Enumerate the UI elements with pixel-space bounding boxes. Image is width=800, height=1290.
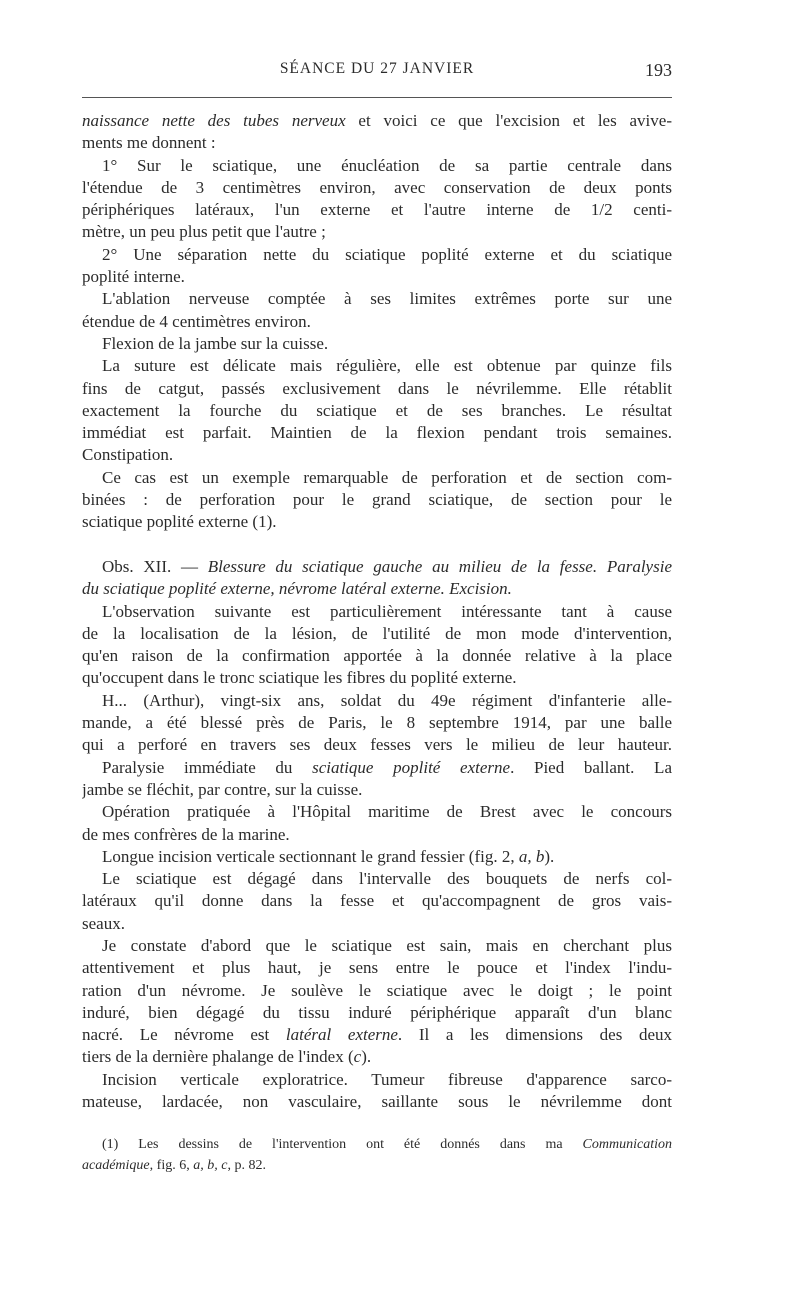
text-span: seaux. [82,913,125,933]
text-span: ments me donnent : [82,133,216,153]
text-span: Le sciatique est dégagé dans l'intervalle des bouquets de nerfs col- [102,869,672,889]
text-line [82,868,672,890]
text-line [82,311,672,333]
text-line [82,779,672,801]
running-header [82,60,672,84]
italic-text: c [353,1047,362,1067]
text-line [82,980,672,1002]
text-line [82,378,672,400]
italic-text: naissance nette des tubes nerveux [82,111,346,130]
text-line [82,556,672,578]
text-span: périphériques latéraux, l'un externe et l'autre interne de 1/2 centi- [82,200,672,220]
text-line [82,667,672,689]
text-span: ). [361,1047,372,1067]
text-line [82,333,672,355]
text-span: Constipation. [82,445,174,465]
footnote-line [82,1134,672,1155]
text-span: Obs. XII. — [102,556,208,576]
text-span: Incision verticale exploratrice. Tumeur fibreuse d'apparence sarco- [102,1069,672,1089]
italic-text: du sciatique poplité externe, névrome latéral externe. Excision. [82,579,512,599]
italic-text: Communication [582,1137,672,1152]
text-span: . Il a les dimensions des deux [397,1025,672,1045]
text-line [82,1024,672,1046]
footnote [82,1134,672,1176]
text-span: Paralysie immédiate du [102,757,313,777]
text-span: étendue de 4 centimètres environ. [82,311,311,331]
text-span: mande, a été blessé près de Paris, le 8 septembre 1914, par une balle [82,713,672,733]
text-span: (1) Les dessins de l'intervention ont été donnés dans ma [102,1137,583,1152]
text-line [82,957,672,979]
text-span: qui a perforé en travers ses deux fesses vers le milieu de leur hauteur. [82,735,672,755]
text-span: qu'occupent dans le tronc sciatique les fibres du poplité externe. [82,668,517,688]
text-span: induré, bien dégagé du tissu induré périphérique apparaît d'un blanc [82,1002,672,1022]
text-line [82,355,672,377]
text-span: de mes confrères de la marine. [82,824,290,844]
text-span: latéraux qu'il donne dans la fesse et qu'accompagnent de gros vais- [82,891,672,911]
text-span: , fig. 6, [149,1158,194,1173]
text-line [82,578,672,600]
italic-text: Blessure du sciatique gauche au milieu de la fesse. Paralysie [207,556,672,576]
text-line [82,489,672,511]
text-span: nacré. Le névrome est [82,1025,286,1045]
text-span: exactement la fourche du sciatique et de ses branches. Le résultat [82,400,672,420]
text-span: jambe se fléchit, par contre, sur la cuisse. [82,779,363,799]
italic-text: a, b, c [193,1158,228,1173]
text-span: l'étendue de 3 centimètres environ, avec conservation de deux ponts [82,177,672,197]
text-line [82,132,672,154]
italic-text: a, b [518,846,545,866]
header-rule [82,97,672,98]
text-span: La suture est délicate mais régulière, elle est obtenue par quinze fils [102,356,672,376]
text-span: immédiat est parfait. Maintien de la flexion pendant trois semaines. [82,423,672,443]
text-line [82,1046,672,1068]
text-span: Je constate d'abord que le sciatique est sain, mais en cherchant plus [102,935,672,955]
text-line [82,422,672,444]
text-line [82,913,672,935]
text-line [82,757,672,779]
text-line [82,846,672,868]
italic-text: sciatique poplité externe [312,757,511,777]
text-line [82,444,672,466]
text-span: binées : de perforation pour le grand sciatique, de section pour le [82,490,672,510]
text-line [82,734,672,756]
text-span: mètre, un peu plus petit que l'autre ; [82,222,326,242]
text-line [82,1002,672,1024]
text-span: Opération pratiquée à l'Hôpital maritime de Brest avec le concours [102,802,672,822]
text-line [82,601,672,623]
text-span: . Pied ballant. La [510,757,672,777]
italic-text: latéral externe [285,1025,398,1045]
text-line [82,244,672,266]
text-line [82,1091,672,1113]
text-span: mateuse, lardacée, non vasculaire, saillante sous le névrilemme dont [82,1092,672,1112]
text-span: Ce cas est un exemple remarquable de perforation et de section com- [102,467,672,487]
text-span: H... (Arthur), vingt-six ans, soldat du 49e régiment d'infanterie alle- [102,690,672,710]
text-span: L'ablation nerveuse comptée à ses limites extrêmes porte sur une [102,289,672,309]
italic-text: académique [82,1158,150,1173]
text-span: L'observation suivante est particulièrement intéressante tant à cause [102,601,672,621]
page-number: 193 [645,60,672,80]
text-span: attentivement et plus haut, je sens entre le pouce et l'index l'indu- [82,958,672,978]
text-span: et voici ce que l'excision et les avive- [345,111,672,130]
text-span: tiers de la dernière phalange de l'index ( [82,1047,354,1067]
text-line [82,645,672,667]
text-line [82,824,672,846]
text-line [82,801,672,823]
text-span: poplité interne. [82,267,185,287]
text-span: 2° Une séparation nette du sciatique poplité externe et du sciatique [102,244,672,264]
text-span: 1° Sur le sciatique, une énucléation de sa partie centrale dans [102,155,672,175]
text-line [82,511,672,533]
text-span: , p. 82. [227,1158,266,1173]
text-line [82,155,672,177]
text-span: qu'en raison de la confirmation apportée à la donnée relative à la place [82,646,672,666]
footnote-line [82,1155,672,1176]
text-line [82,199,672,221]
text-span: fins de catgut, passés exclusivement dans le névrilemme. Elle rétablit [82,378,672,398]
text-span: ration d'un névrome. Je soulève le sciatique avec le doigt ; le point [82,980,672,1000]
text-span: ). [544,846,555,866]
text-line [82,1069,672,1091]
text-line [82,890,672,912]
text-span: Flexion de la jambe sur la cuisse. [102,333,329,353]
body-text [82,110,672,1113]
text-line [82,534,672,556]
text-line [82,288,672,310]
text-line [82,467,672,489]
text-span: sciatique poplité externe (1). [82,512,277,532]
text-line [82,712,672,734]
text-line [82,690,672,712]
text-line [82,400,672,422]
text-line [82,177,672,199]
text-line [82,221,672,243]
text-span: Longue incision verticale sectionnant le grand fessier (fig. 2, [102,846,519,866]
text-span: de la localisation de la lésion, de l'utilité de mon mode d'intervention, [82,623,672,643]
text-line [82,110,672,132]
running-title: SÉANCE DU 27 JANVIER [279,60,475,77]
text-line [82,266,672,288]
text-line [82,935,672,957]
text-line [82,623,672,645]
